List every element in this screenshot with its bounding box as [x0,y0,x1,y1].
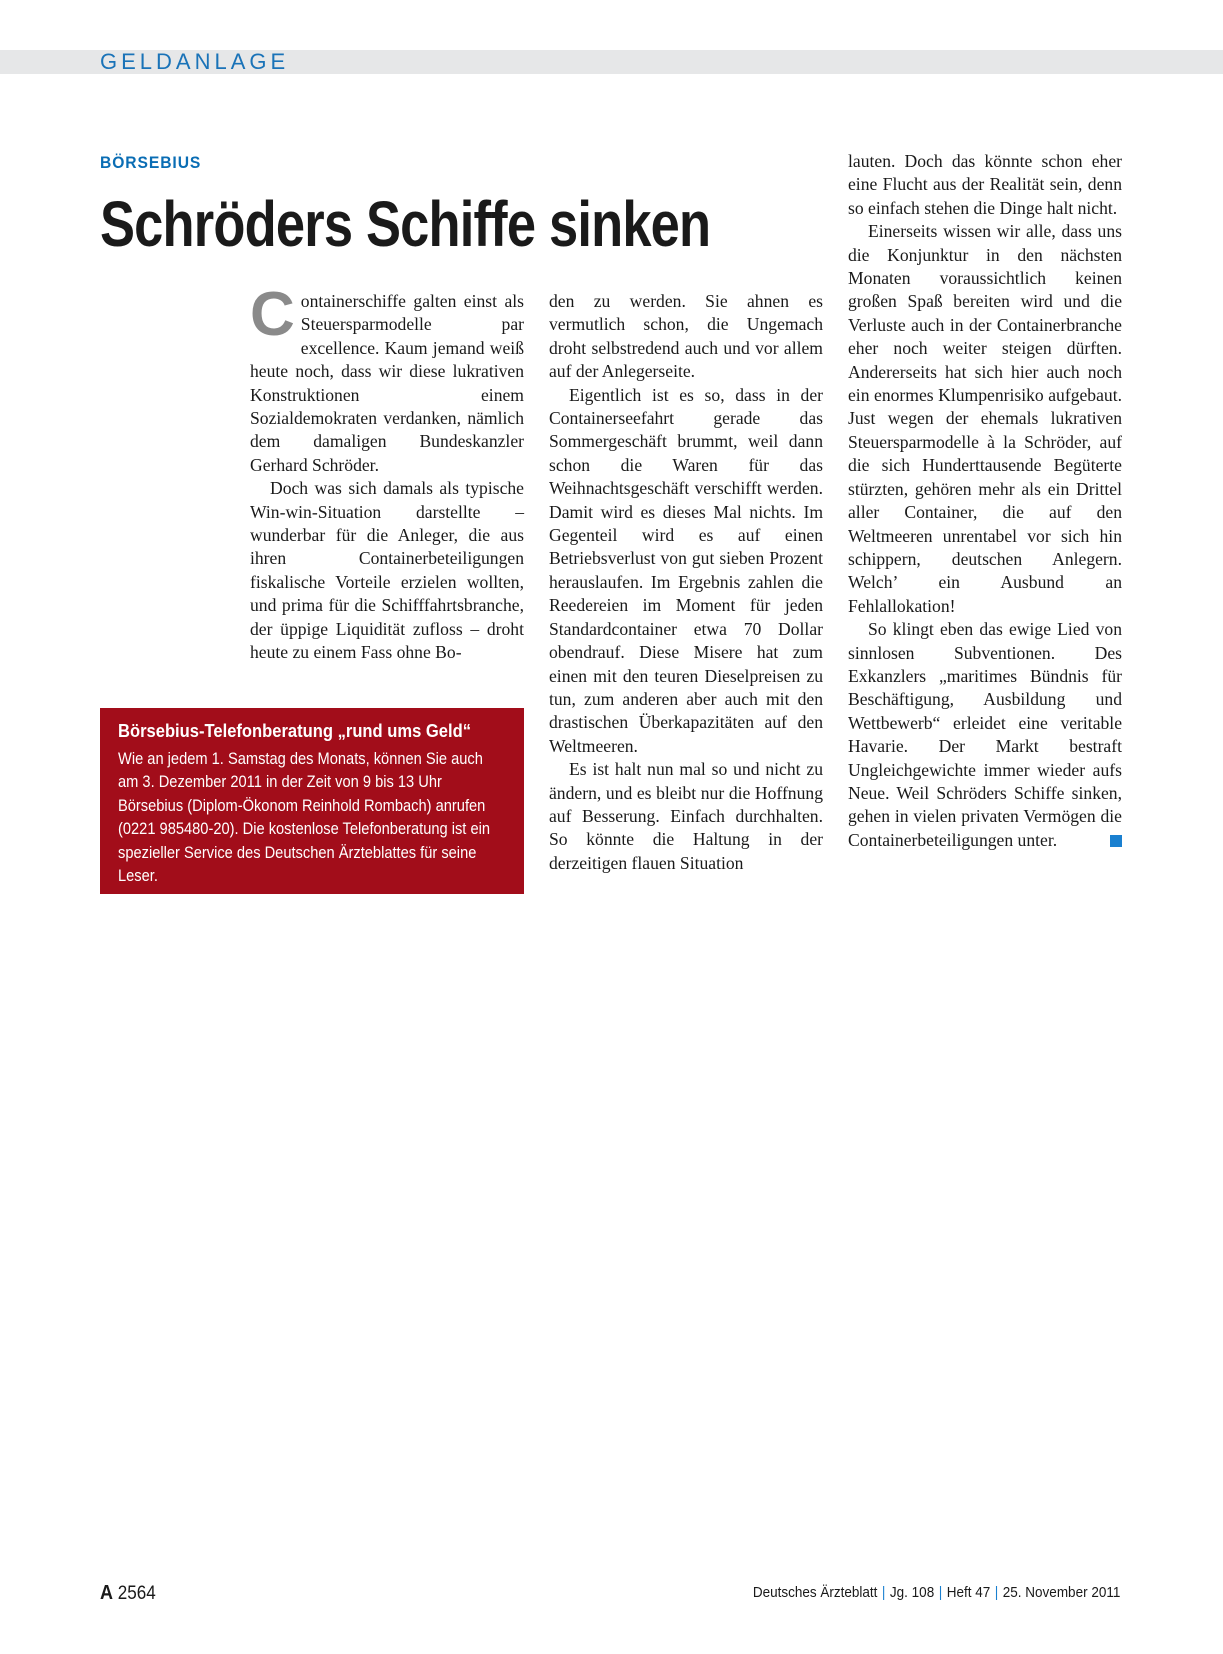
paragraph-5: Es ist halt nun mal so und nicht zu ändern, und es bleibt nur die Hoffnung auf Besserung. Einfach durchhalten. So könnte die Haltung in der derzeitigen flauen Situation [549,759,823,873]
separator: | [994,1584,998,1601]
end-mark-icon [1110,835,1122,847]
paragraph-1-text: ontainerschiffe galten einst als Steuersparmodelle par excellence. Kaum jemand weiß heute noch, dass wir diese lukrativen Konstruktionen einem Sozialdemokraten verdanken, nämlich dem damaligen Bundeskanzler Gerhard Schröder. [250,291,524,475]
publication-info [752,1584,1120,1601]
phone-consultation-box [100,708,524,894]
infobox-text: Wie an jedem 1. Samstag des Monats, können Sie auch am 3. Dezember 2011 in der Zeit von 9 bis 13 Uhr Börsebius (Diplom-Ökonom Reinhold Rombach) anrufen (0221 985480-20). Die kostenlose Telefonberatung ist ein spezieller Service des Deutschen Ärzteblattes für seine Leser. [118,750,491,886]
journal-name: Deutsches Ärzteblatt [752,1584,878,1601]
paragraph-8 [848,618,1122,852]
paragraph-4: Eigentlich ist es so, dass in der Containerseefahrt gerade das Sommergeschäft brummt, weil dann schon die Waren für das Weihnachtsgeschäft verschifft werden. Damit wird es dieses Mal nichts. Im Gegenteil wird es auf einen Betriebsverlust von gut sieben Prozent herauslaufen. Im Ergebnis zahlen die Reedereien im Moment für jeden Standardcontainer etwa 70 Dollar obendrauf. Diese Misere hat zum einen mit den teuren Dieselpreisen zu tun, zum anderen aber auch mit den drastischen Überkapazitäten auf den Weltmeeren. [549,384,823,756]
article-kicker: BÖRSEBIUS [100,153,202,172]
paragraph-6: lauten. Doch das könnte schon eher eine Flucht aus der Realität sein, denn so einfach stehen die Dinge halt nicht. [848,151,1122,218]
paragraph-1 [250,280,524,477]
paragraph-3: den zu werden. Sie ahnen es vermutlich schon, die Ungemach droht selbstredend auch und vor allem auf der Anlegerseite. [549,291,823,382]
volume: Jg. 108 [889,1584,934,1601]
text-column-3 [848,150,1122,852]
infobox-title: Börsebius-Telefonberatung „rund ums Geld“ [118,721,472,741]
separator: | [881,1584,886,1601]
page-number-value: 2564 [117,1583,156,1604]
section-label: GELDANLAGE [100,49,290,74]
issue: Heft 47 [946,1584,990,1601]
paragraph-7: Einerseits wissen wir alle, dass uns die Konjunktur in den nächsten Monaten voraussichtlich keinen großen Spaß bereiten wird und die Verluste auch in der Containerbranche eher noch weiter steigen dürften. Andererseits hat sich hier auch noch ein enormes Klumpenrisiko aufgebaut. Just wegen der ehemals lukrativen Steuersparmodelle à la Schröder, auf die sich Hunderttausende Begüterte stürzten, gehören mehr als ein Drittel aller Container, die auf den Weltmeeren unrentabel vor sich hin schippern, deutschen Anlegern. Welch’ ein Ausbund an Fehlallokation! [848,221,1122,616]
page-prefix: A [100,1582,114,1604]
page-number [100,1582,156,1605]
paragraph-2: Doch was sich damals als typische Win-win-Situation darstellte – wunderbar für die Anleger, die aus ihren Containerbeteiligungen fiskalische Vorteile erzielen wollten, und prima für die Schifffahrtsbranche, der üppige Liquidität zufloss – droht heute zu einem Fass ohne Bo- [250,478,524,663]
text-column-2 [549,290,823,875]
text-column-1 [250,280,524,665]
paragraph-8-text: So klingt eben das ewige Lied von sinnlosen Subventionen. Des Exkanzlers „maritimes Bündnis für Beschäftigung, Ausbildung und Wettbewerb“ erleidet eine veritable Havarie. Der Markt bestraft Ungleichgewichte immer wieder aufs Neue. Weil Schröders Schiffe sinken, gehen in vielen privaten Vermögen die Containerbeteiligungen unter. [848,619,1122,850]
issue-date: 25. November 2011 [1002,1584,1120,1601]
article-title: Schröders Schiffe sinken [100,188,711,260]
separator: | [938,1584,942,1601]
drop-cap: C [250,280,295,349]
